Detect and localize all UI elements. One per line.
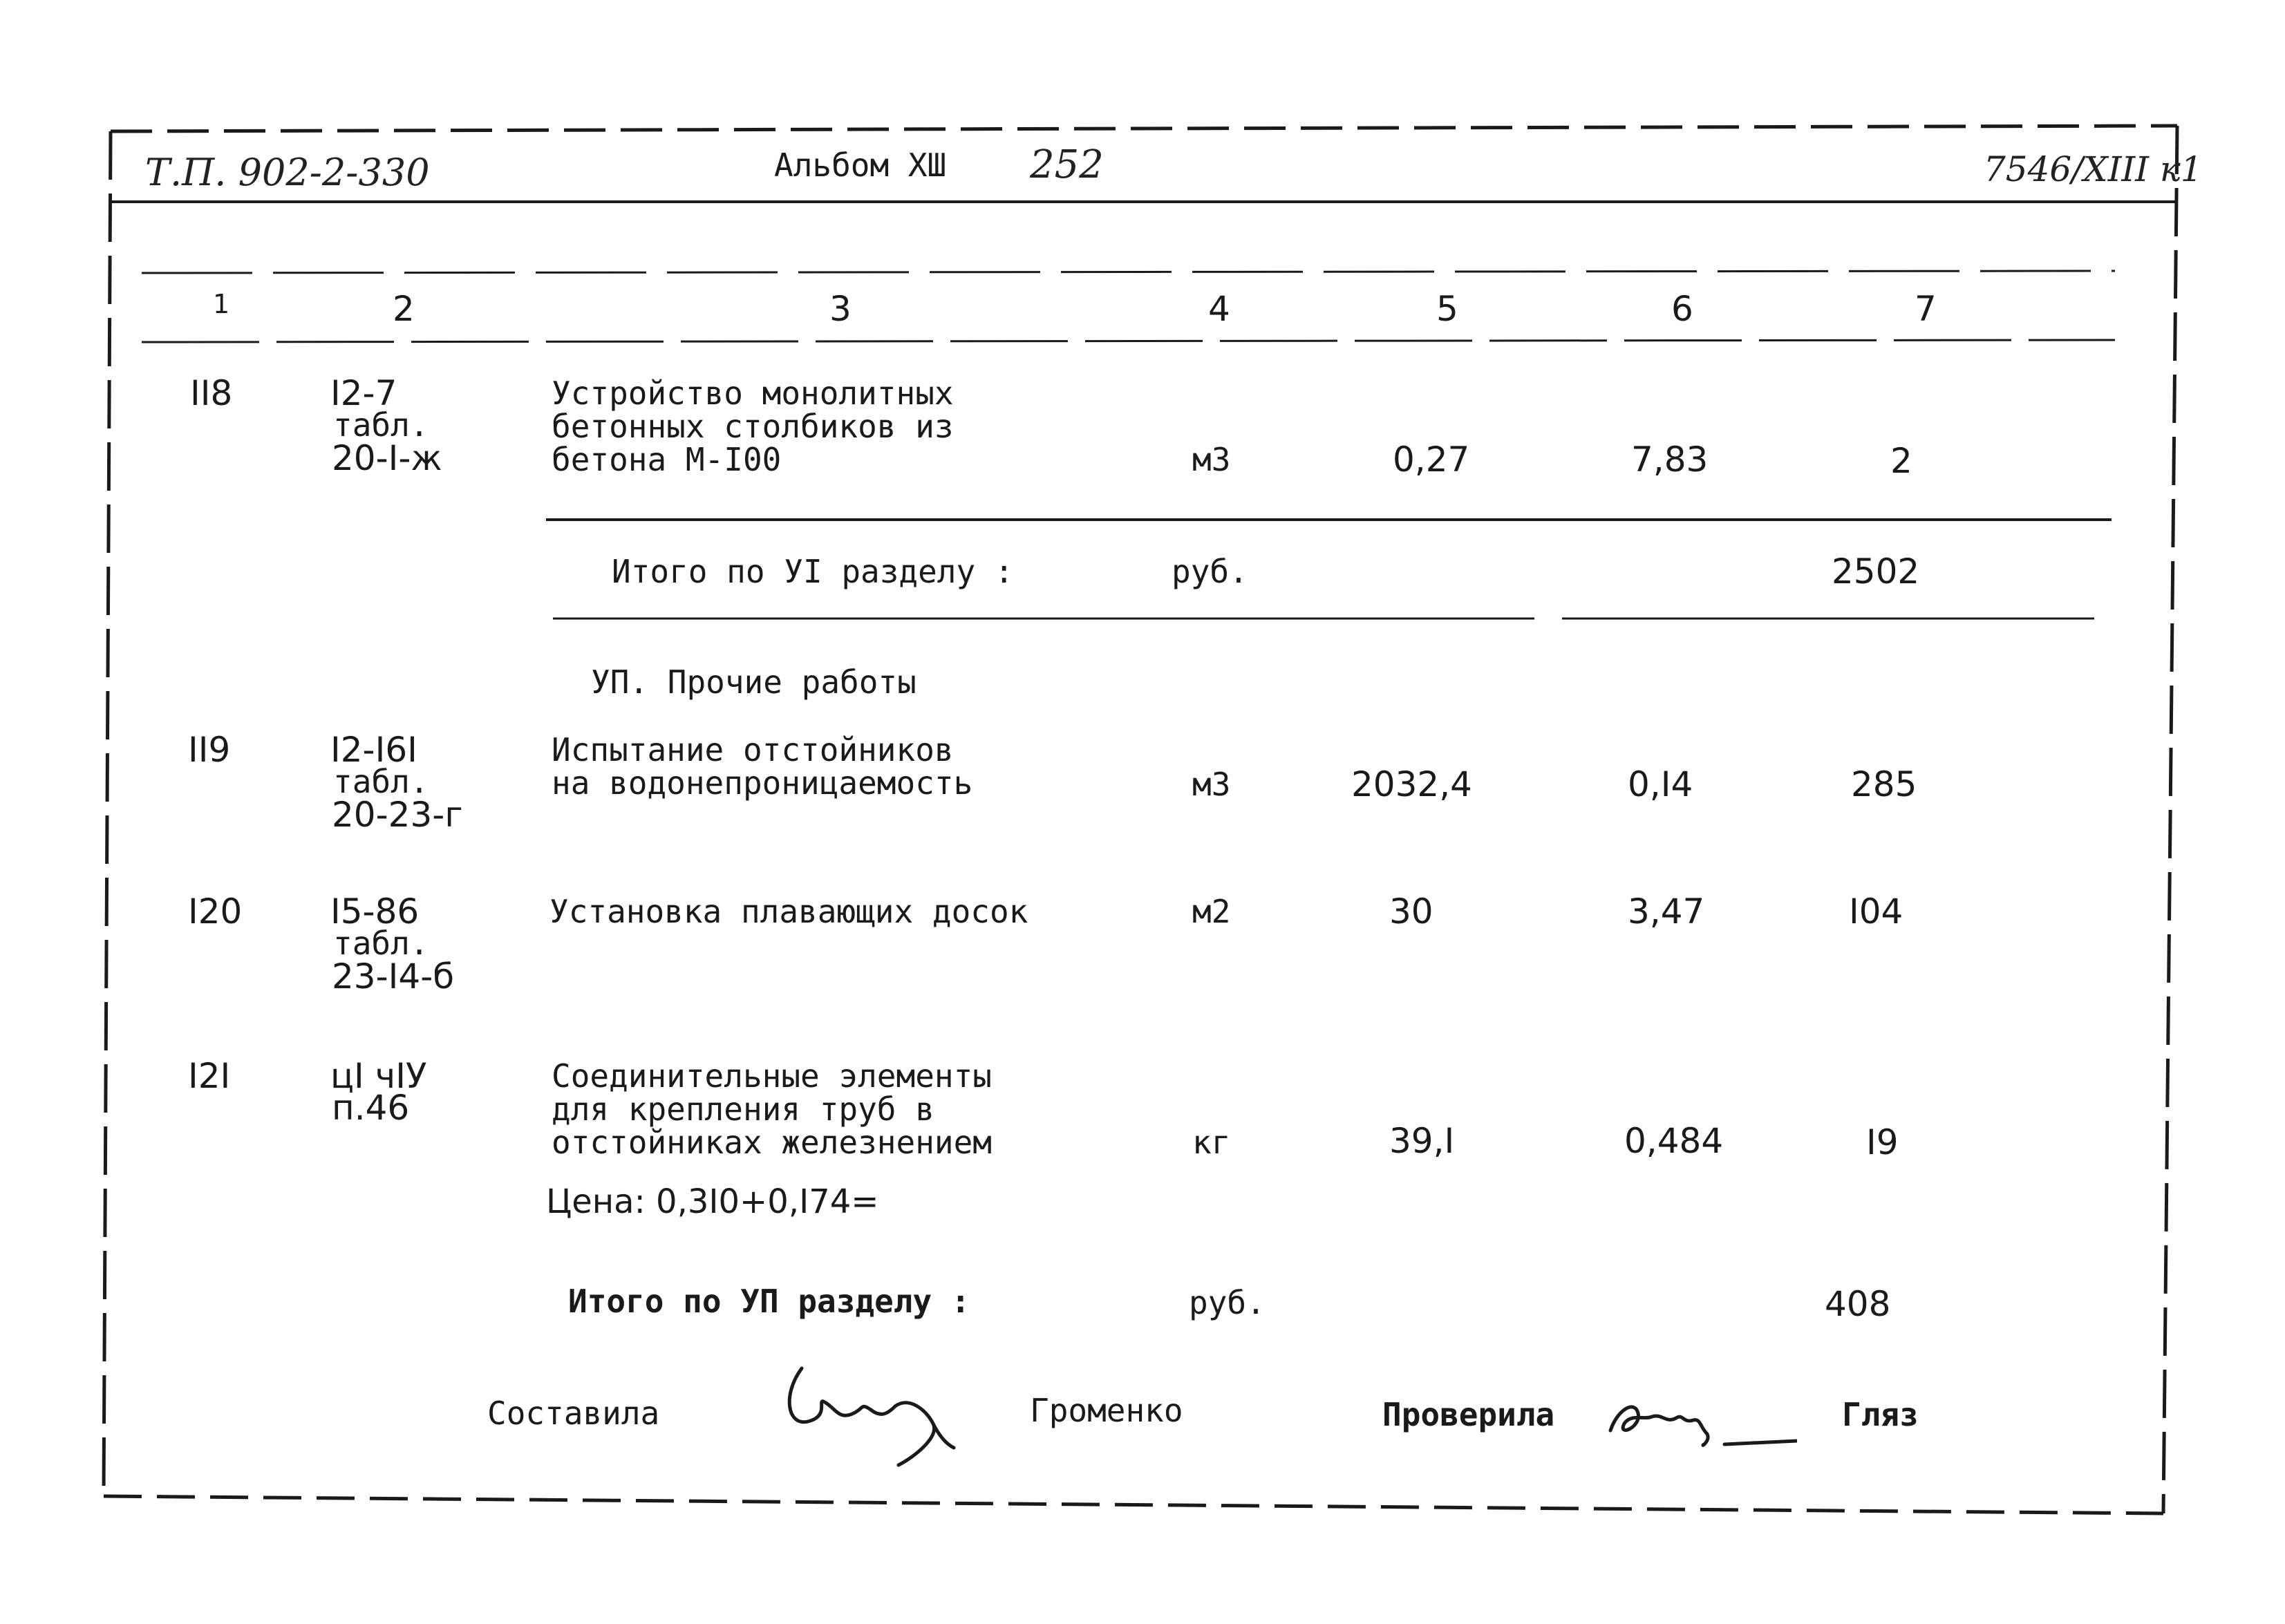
- compiled-by-label: Составила: [487, 1395, 660, 1432]
- row-120-code-1: I5-86: [330, 891, 420, 932]
- frame-left: [104, 131, 111, 1496]
- column-header-4: 4: [1208, 289, 1230, 329]
- row-119-desc-1: Испытание отстойников: [552, 731, 954, 768]
- row-118-number: II8: [190, 373, 233, 413]
- subtotal-6-total: 2502: [1832, 551, 1920, 592]
- compiler-signature: [774, 1354, 968, 1486]
- row-119-code-3: 20-23-г: [332, 795, 463, 835]
- subtotal-7-label: Итого по УП разделу :: [568, 1283, 970, 1320]
- row-121-desc-3: отстойниках железнением: [552, 1124, 992, 1161]
- checked-by-name: Гляз: [1842, 1396, 1919, 1433]
- row-120-price: 3,47: [1628, 891, 1705, 932]
- row-118-price: 7,83: [1631, 440, 1709, 480]
- tp-code: Т.П. 902-2-330: [145, 151, 430, 194]
- archive-number: 7546/XIII к1: [1984, 149, 2203, 189]
- row-118-qty: 0,27: [1393, 440, 1470, 480]
- row-120-unit: м2: [1192, 893, 1231, 930]
- row-121-desc-1: Соединительные элементы: [552, 1057, 992, 1095]
- row-118-total: 2: [1890, 441, 1912, 481]
- row-121-price: 0,484: [1624, 1121, 1724, 1161]
- row-121-qty: 39,I: [1389, 1121, 1455, 1161]
- row-119-number: II9: [188, 730, 231, 770]
- section-7-title: УП. Прочие работы: [591, 663, 916, 701]
- row-121-code-1: цI чIУ: [330, 1056, 427, 1096]
- checked-by-label: Проверила: [1382, 1396, 1555, 1433]
- compiled-by-name: Громенко: [1030, 1392, 1183, 1429]
- row-118-code-2: табл.: [333, 406, 429, 444]
- subtotal-7-total: 408: [1825, 1284, 1891, 1324]
- frame-top: [111, 126, 2177, 131]
- row-119-qty: 2032,4: [1351, 764, 1472, 804]
- row-121-total: I9: [1866, 1122, 1899, 1162]
- row-120-number: I20: [188, 891, 243, 932]
- row-121-unit: кг: [1192, 1124, 1231, 1161]
- row-120-code-2: табл.: [333, 925, 429, 962]
- row-119-code-2: табл.: [333, 763, 429, 800]
- row-119-code-1: I2-I6I: [330, 730, 417, 770]
- header-top-rule: [142, 271, 2115, 273]
- price-note: Цена: 0,3I0+0,I74=: [546, 1182, 879, 1221]
- row-118-desc-2: бетонных столбиков из: [552, 408, 954, 445]
- column-header-1: 1: [213, 289, 230, 319]
- column-header-3: 3: [829, 289, 852, 329]
- row-120-desc-1: Установка плавающих досок: [549, 893, 1028, 930]
- row-120-total: I04: [1849, 891, 1903, 932]
- row-120-qty: 30: [1389, 891, 1433, 932]
- column-header-6: 6: [1671, 289, 1693, 329]
- column-header-2: 2: [393, 289, 415, 329]
- album-label: Альбом ХШ: [774, 147, 947, 184]
- row-121-desc-2: для крепления труб в: [552, 1090, 934, 1128]
- header-bottom-rule: [142, 340, 2115, 342]
- subtotal-6-unit: руб.: [1172, 553, 1248, 590]
- row-119-unit: м3: [1192, 766, 1231, 803]
- page-number: 252: [1030, 142, 1104, 187]
- checker-signature: [1597, 1375, 1797, 1465]
- row-119-total: 285: [1851, 764, 1917, 804]
- column-header-5: 5: [1436, 289, 1458, 329]
- subtotal-7-unit: руб.: [1189, 1284, 1266, 1321]
- row-118-desc-3: бетона М-I00: [552, 441, 782, 478]
- row-120-code-3: 23-I4-б: [332, 956, 455, 997]
- row-118-code-1: I2-7: [330, 373, 397, 413]
- frame-right: [2163, 126, 2177, 1513]
- column-header-7: 7: [1915, 289, 1937, 329]
- row-118-code-3: 20-I-ж: [332, 438, 442, 478]
- row-119-desc-2: на водонепроницаемость: [552, 764, 973, 802]
- row-118-unit: м3: [1192, 441, 1231, 478]
- row-121-number: I2I: [188, 1056, 231, 1096]
- frame-bottom: [104, 1496, 2163, 1513]
- subtotal-6-label: Итого по УI разделу :: [612, 553, 1014, 590]
- row-119-price: 0,I4: [1628, 764, 1693, 804]
- row-118-desc-1: Устройство монолитных: [552, 375, 954, 412]
- row-121-code-2: п.46: [332, 1088, 410, 1128]
